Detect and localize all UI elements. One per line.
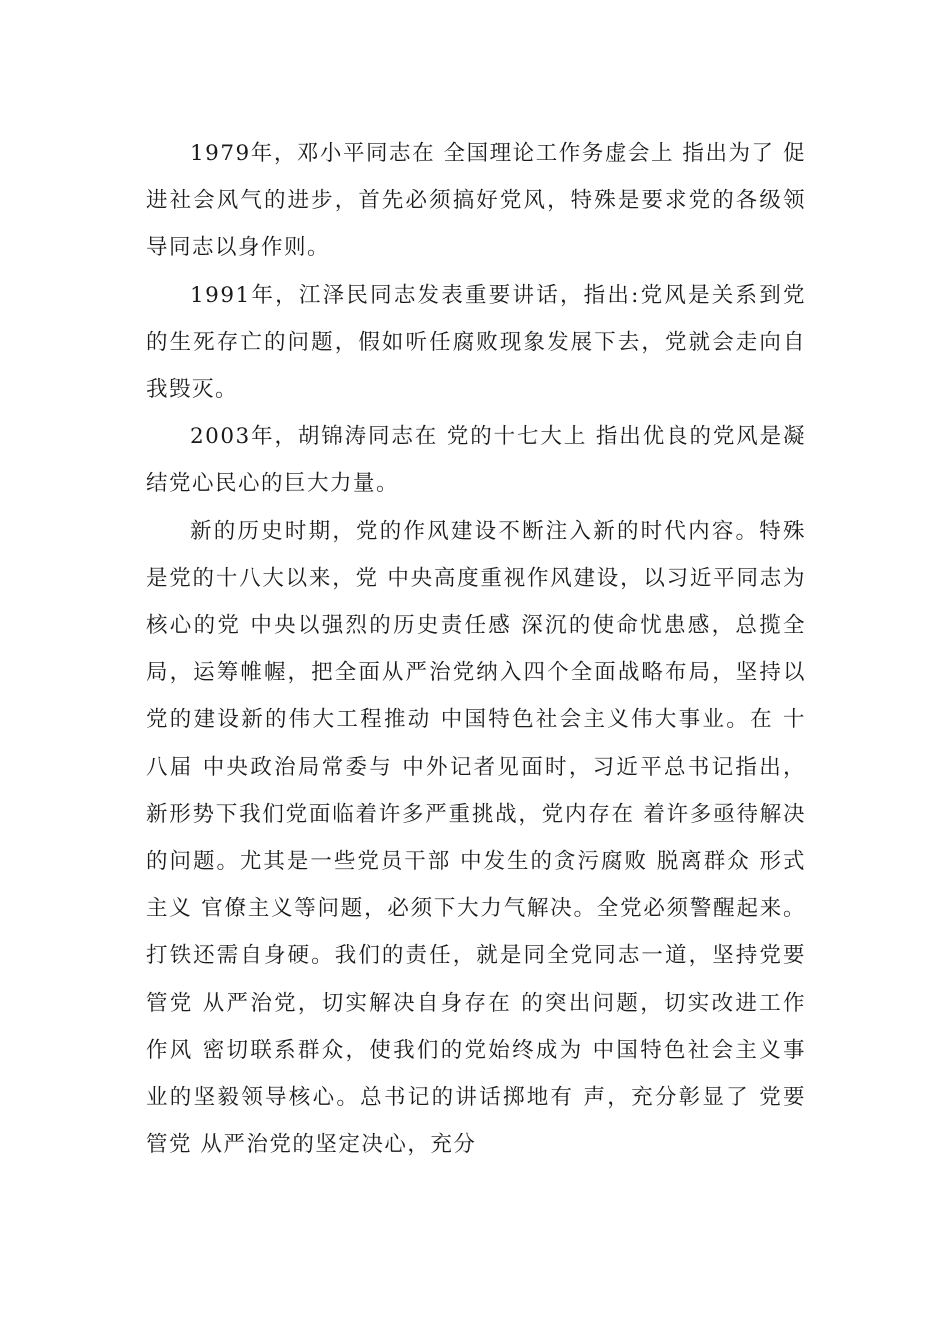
- paragraph-new-era: 新的历史时期，党的作风建设不断注入新的时代内容。特殊是党的十八大以来，党 中央高度重视作风建设，以习近平同志为核心的党 中央以强烈的历史责任感 深沉的使命忧患感，总揽全局，运筹帷幄，把全面从严治党纳入四个全面战略布局，坚持以党的建设新的伟大工程推动 中国特色社会主义伟大事业。在 十八届 中央政治局常委与 中外记者见面时，习近平总书记指出，新形势下我们党面临着许多严重挑战，党内存在 着许多亟待解决的问题。尤其是一些党员干部 中发生的贪污腐败 脱离群众 形式主义 官僚主义等问题，必须下大力气解决。全党必须警醒起来。打铁还需自身硬。我们的责任，就是同全党同志一道，坚持党要管党 从严治党，切实解决自身存在 的突出问题，切实改进工作作风 密切联系群众，使我们的党始终成为 中国特色社会主义事业的坚毅领导核心。总书记的讲话掷地有 声，充分彰显了 党要管党 从严治党的坚定决心，充分: [146, 518, 806, 1158]
- document-body: [146, 130, 806, 1168]
- paragraph-2003: 2003年，胡锦涛同志在 党的十七大上 指出优良的党风是凝结党心民心的巨大力量。: [146, 424, 806, 497]
- paragraph-1991: 1991年，江泽民同志发表重要讲话，指出:党风是关系到党的生死存亡的问题，假如听任腐败现象发展下去，党就会走向自我毁灭。: [146, 282, 806, 403]
- paragraph-1979: 1979年，邓小平同志在 全国理论工作务虚会上 指出为了 促进社会风气的进步，首先必须搞好党风，特殊是要求党的各级领导同志以身作则。: [146, 141, 806, 261]
